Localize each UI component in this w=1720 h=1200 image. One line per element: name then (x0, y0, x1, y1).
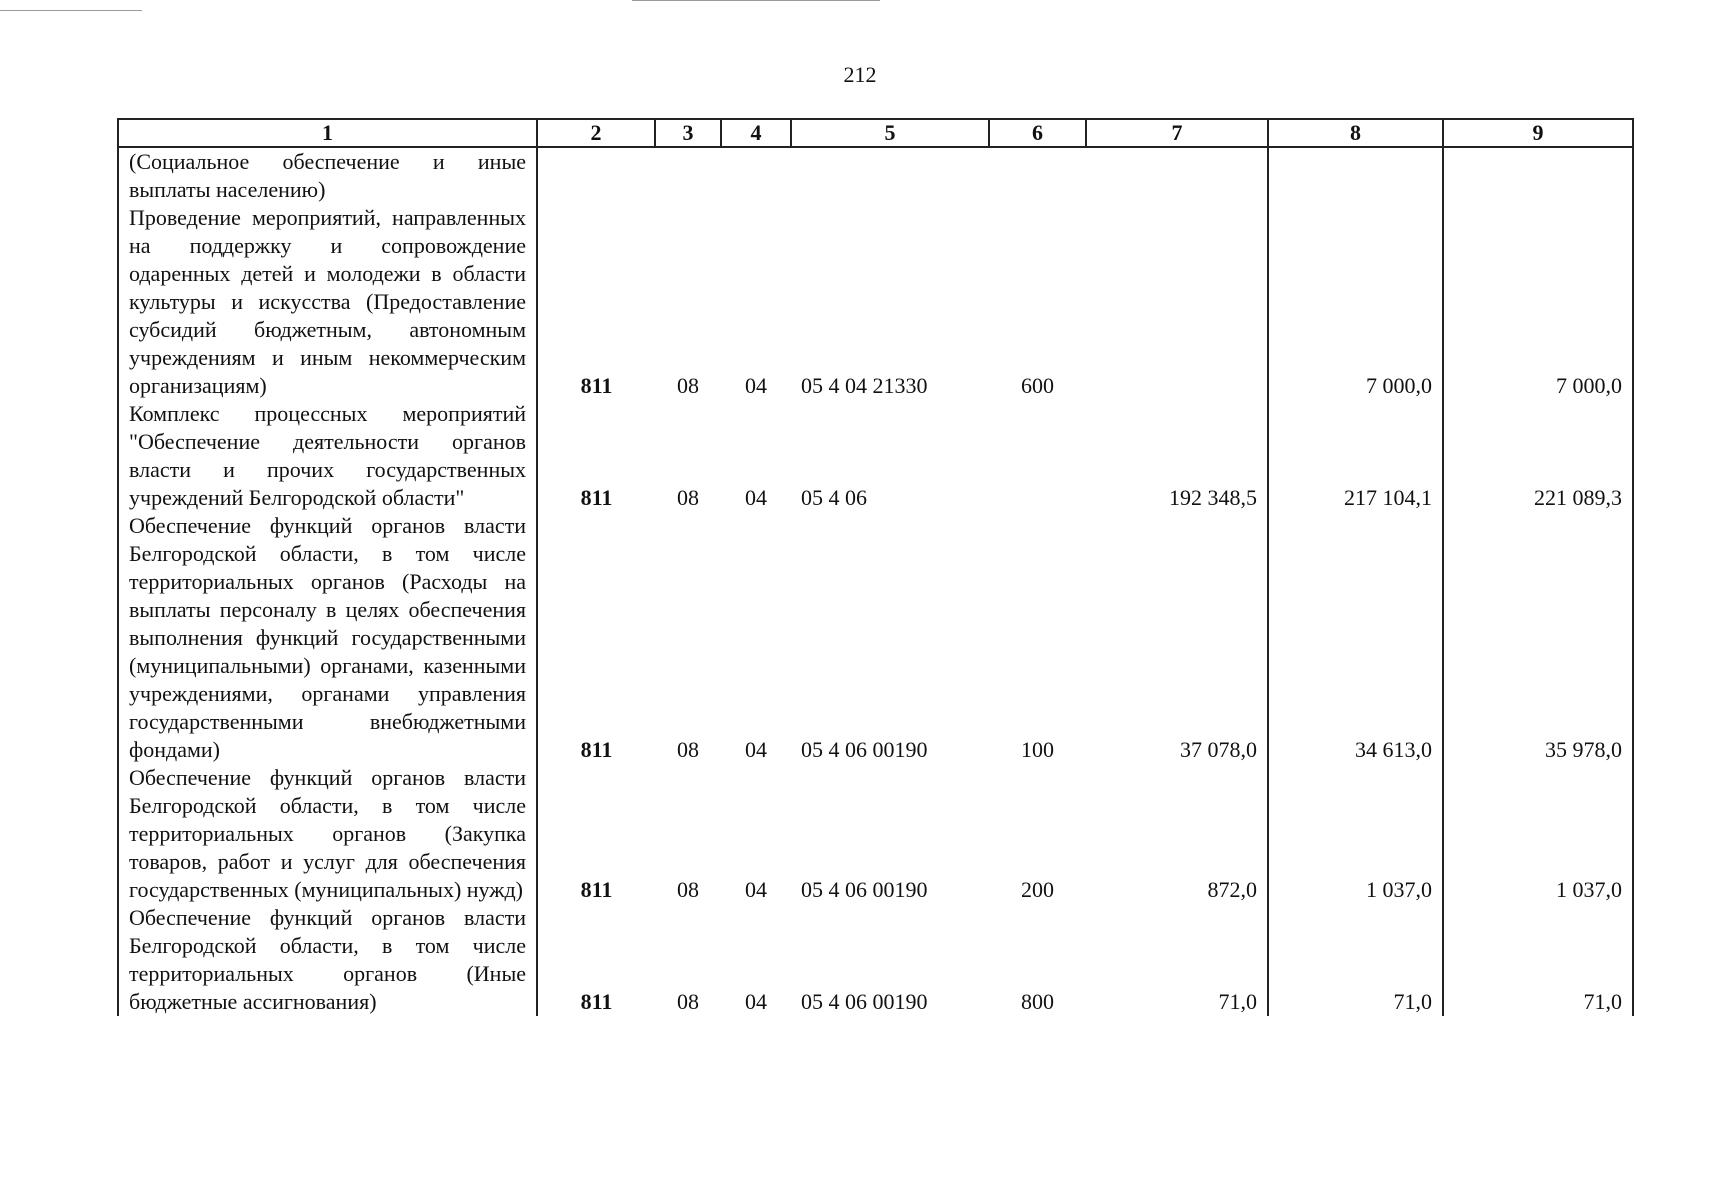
row-expense-type: 100 (1021, 737, 1054, 762)
header-col-5: 5 (791, 119, 989, 147)
row-name: (Социальное обеспечение и иные выплаты населению) (118, 147, 537, 204)
table-row (118, 147, 1633, 204)
header-col-6: 6 (989, 119, 1086, 147)
page-number: 212 (843, 62, 877, 87)
row-subsection: 04 (745, 989, 767, 1014)
row-name: Проведение мероприятий, направленных на поддержку и сопровождение одаренных детей и молодежи в области культуры и искусства (Предоставление субсидий бюджетным, автономным учреждениям и иным некоммерческим организациям) (118, 204, 537, 400)
row-section: 08 (677, 373, 699, 398)
row-subsection: 04 (745, 373, 767, 398)
row-expense-type: 600 (1021, 373, 1054, 398)
row-name: Обеспечение функций органов власти Белгородской области, в том числе территориальных органов (Иные бюджетные ассигнования) (118, 904, 537, 1016)
row-target-article: 05 4 06 00190 (801, 877, 928, 902)
row-name: Комплекс процессных мероприятий "Обеспечение деятельности органов власти и прочих государственных учреждений Белгородской области" (118, 400, 537, 512)
row-target-article: 05 4 04 21330 (801, 373, 928, 398)
row-section: 08 (677, 989, 699, 1014)
row-amount-col8: 71,0 (1268, 904, 1443, 1016)
row-expense-type (989, 400, 1086, 512)
row-expense-type (989, 147, 1086, 204)
row-section: 08 (677, 737, 699, 762)
row-amount-col7: 192 348,5 (1169, 485, 1257, 510)
row-admin-code: 811 (580, 877, 613, 902)
row-target-article: 05 4 06 00190 (801, 737, 928, 762)
row-target-article (791, 147, 989, 204)
row-section: 08 (677, 877, 699, 902)
header-col-1: 1 (118, 119, 537, 147)
row-expense-type: 800 (1021, 989, 1054, 1014)
row-target-article: 05 4 06 (801, 485, 867, 510)
scan-line-left (0, 10, 142, 11)
row-amount-col9: 7 000,0 (1443, 204, 1633, 400)
table-row (118, 512, 1633, 764)
header-col-4: 4 (721, 119, 791, 147)
table-row (118, 764, 1633, 904)
row-amount-col7: 872,0 (1207, 877, 1257, 902)
header-row (118, 119, 1633, 147)
row-name: Обеспечение функций органов власти Белгородской области, в том числе территориальных органов (Закупка товаров, работ и услуг для обеспечения государственных (муниципальных) нужд) (118, 764, 537, 904)
header-col-8: 8 (1268, 119, 1443, 147)
header-col-9: 9 (1443, 119, 1633, 147)
row-amount-col7: 37 078,0 (1180, 737, 1257, 762)
row-admin-code: 811 (580, 989, 613, 1014)
row-amount-col7: 71,0 (1086, 904, 1268, 1016)
row-amount-col7 (1086, 147, 1268, 204)
row-amount-col8: 34 613,0 (1268, 512, 1443, 764)
table-row (118, 204, 1633, 400)
row-target-article: 05 4 06 00190 (801, 989, 928, 1014)
header-col-2: 2 (537, 119, 655, 147)
scan-line-center (632, 0, 880, 1)
row-subsection: 04 (745, 485, 767, 510)
row-amount-col9: 1 037,0 (1443, 764, 1633, 904)
row-subsection (721, 147, 791, 204)
row-amount-col9: 221 089,3 (1443, 400, 1633, 512)
row-admin-code: 811 (580, 373, 613, 398)
budget-table (117, 118, 1634, 1016)
row-amount-col9: 71,0 (1443, 904, 1633, 1016)
row-section: 08 (677, 485, 699, 510)
row-expense-type: 200 (1021, 877, 1054, 902)
row-amount-col8 (1268, 147, 1443, 204)
header-col-3: 3 (655, 119, 721, 147)
row-amount-col8: 1 037,0 (1268, 764, 1443, 904)
row-amount-col7 (1086, 204, 1268, 400)
row-subsection: 04 (745, 737, 767, 762)
table-row (118, 400, 1633, 512)
row-admin-code (537, 147, 655, 204)
row-section (655, 147, 721, 204)
row-admin-code: 811 (580, 485, 613, 510)
table-row (118, 904, 1633, 1016)
row-amount-col8: 217 104,1 (1268, 400, 1443, 512)
header-col-7: 7 (1086, 119, 1268, 147)
row-amount-col8: 7 000,0 (1268, 204, 1443, 400)
row-name: Обеспечение функций органов власти Белгородской области, в том числе территориальных органов (Расходы на выплаты персоналу в целях обеспечения выполнения функций государственными (муниципальными) органами, казенными учреждениями, органами управления государственными внебюджетными фондами) (118, 512, 537, 764)
row-amount-col9: 35 978,0 (1443, 512, 1633, 764)
row-admin-code: 811 (580, 737, 613, 762)
row-amount-col9 (1443, 147, 1633, 204)
row-subsection: 04 (745, 877, 767, 902)
